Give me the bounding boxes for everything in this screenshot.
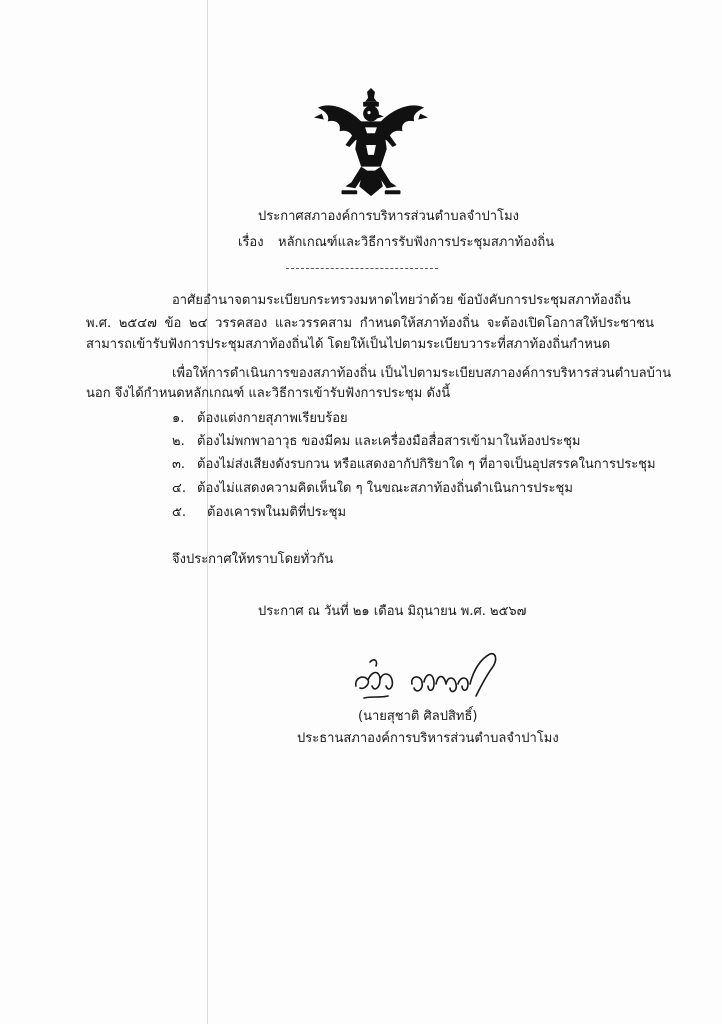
rule-text: ต้องไม่ส่งเสียงดังรบกวน หรือแสดงอากัปกิริยาใด ๆ ที่อาจเป็นอุปสรรคในการประชุม xyxy=(197,457,656,472)
paragraph-2-first-line: เพื่อให้การดำเนินการของสภาท้องถิ่น เป็นไปตามระเบียบสภาองค์การบริหารส่วนตำบลบ้าน xyxy=(172,366,672,381)
announcement-subject: หลักเกณฑ์และวิธีการรับฟังการประชุมสภาท้องถิ่น xyxy=(278,235,555,250)
announcement-date: ประกาศ ณ วันที่ ๒๑ เดือน มิถุนายน พ.ศ. ๒๕๖๗ xyxy=(258,604,527,619)
rule-number: ๓. xyxy=(172,457,186,472)
garuda-emblem-icon xyxy=(312,88,430,206)
signatory-name: (นายสุชาติ ศิลปสิทธิ์) xyxy=(358,709,478,724)
rule-text: ต้องแต่งกายสุภาพเรียบร้อย xyxy=(197,411,348,426)
closing-statement: จึงประกาศให้ทราบโดยทั่วกัน xyxy=(172,552,334,567)
announcement-subject-label: เรื่อง xyxy=(238,235,264,250)
rule-text: ต้องเคารพในมติที่ประชุม xyxy=(207,505,347,520)
title-divider xyxy=(286,268,438,269)
rule-number: ๔. xyxy=(172,481,186,496)
paragraph-1-continuation: พ.ศ. ๒๕๔๗ ข้อ ๒๔ วรรคสอง และวรรคสาม กำหนดให้สภาท้องถิ่น จะต้องเปิดโอกาสให้ประชาชนสามารถเข้ารับฟังการประชุมสภาท้องถิ่นได้ โดยให้เป็นไปตามระเบียบวาระที่สภาท้องถิ่นกำหนด xyxy=(86,316,654,352)
handwritten-signature xyxy=(350,648,520,710)
rule-text: ต้องไม่แสดงความคิดเห็นใด ๆ ในขณะสภาท้องถิ่นดำเนินการประชุม xyxy=(197,481,573,496)
announcement-title: ประกาศสภาองค์การบริหารส่วนตำบลจำปาโมง xyxy=(258,209,519,224)
paragraph-2-second-line: นอก จึงได้กำหนดหลักเกณฑ์ และวิธีการเข้ารับฟังการประชุม ดังนี้ xyxy=(86,386,451,401)
rule-number: ๑. xyxy=(172,411,185,426)
rule-number: ๕. xyxy=(172,505,186,520)
rule-number: ๒. xyxy=(172,434,185,449)
rule-text: ต้องไม่พกพาอาวุธ ของมีคม และเครื่องมือสื่อสารเข้ามาในห้องประชุม xyxy=(197,434,581,449)
signatory-position: ประธานสภาองค์การบริหารส่วนตำบลจำปาโมง xyxy=(297,731,559,746)
paragraph-1-first-line: อาศัยอำนาจตามระเบียบกระทรวงมหาดไทยว่าด้วย ข้อบังคับการประชุมสภาท้องถิ่น xyxy=(172,293,631,308)
